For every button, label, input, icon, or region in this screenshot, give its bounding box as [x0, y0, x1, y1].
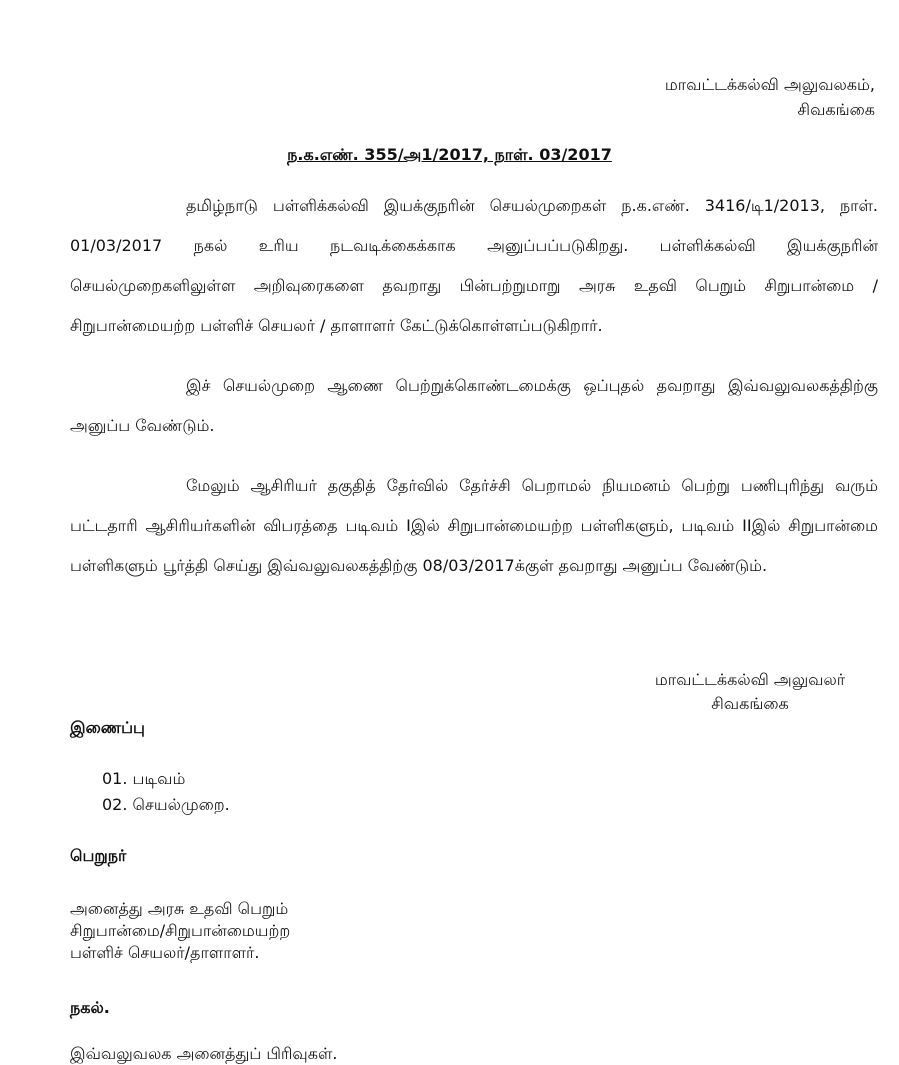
recipient-line: அனைத்து அரசு உதவி பெறும் [70, 899, 289, 918]
body-paragraph-2: இச் செயல்முறை ஆணை பெற்றுக்கொண்டமைக்கு ஒப்புதல் தவறாது இவ்வலுவலகத்திற்கு அனுப்ப வேண்டும். [70, 376, 878, 435]
recipients-block [70, 898, 290, 964]
enclosures-list [102, 766, 230, 818]
enclosures-heading: இணைப்பு [70, 718, 145, 737]
list-item: 02. செயல்முறை. [102, 795, 230, 814]
recipient-line: பள்ளிச் செயலர்/தாளாளர். [70, 943, 260, 962]
copy-recipients: இவ்வலுவலக அனைத்துப் பிரிவுகள். [70, 1044, 338, 1063]
recipients-heading: பெறுநர் [70, 846, 127, 865]
reference-number: ந.க.எண். 355/அ1/2017, நாள். 03/2017 [287, 145, 612, 164]
signature-block [620, 668, 880, 716]
office-address [665, 72, 875, 122]
list-item: 01. படிவம் [102, 769, 186, 788]
signatory-location: சிவகங்கை [711, 694, 789, 713]
copy-heading: நகல். [70, 998, 110, 1017]
signatory-title: மாவட்டக்கல்வி அலுவலர் [654, 670, 846, 689]
office-name: மாவட்டக்கல்வி அலுவலகம், [664, 75, 875, 94]
body-paragraph-1: தமிழ்நாடு பள்ளிக்கல்வி இயக்குநரின் செயல்முறைகள் ந.க.எண். 3416/டி1/2013, நாள். 01/03/2017 நகல் உரிய நடவடிக்கைக்காக அனுப்பப்படுகிறது. பள்ளிக்கல்வி இயக்குநரின் செயல்முறைகளிலுள்ள அறிவுரைகளை தவறாது பின்பற்றுமாறு அரசு உதவி பெறும் சிறுபான்மை / சிறுபான்மையற்ற பள்ளிச் செயலர் / தாளாளர் கேட்டுக்கொள்ளப்படுகிறார். [70, 196, 878, 335]
body-paragraph-3: மேலும் ஆசிரியர் தகுதித் தேர்வில் தேர்ச்சி பெறாமல் நியமனம் பெற்று பணிபுரிந்து வரும் பட்டதாரி ஆசிரியர்களின் விபரத்தை படிவம் Iஇல் சிறுபான்மையற்ற பள்ளிகளும், படிவம் IIஇல் சிறுபான்மை பள்ளிகளும் பூர்த்தி செய்து இவ்வலுவலகத்திற்கு 08/03/2017க்குள் தவறாது அனுப்ப வேண்டும். [70, 476, 878, 575]
office-location: சிவகங்கை [797, 100, 875, 119]
recipient-line: சிறுபான்மை/சிறுபான்மையற்ற [70, 921, 291, 940]
